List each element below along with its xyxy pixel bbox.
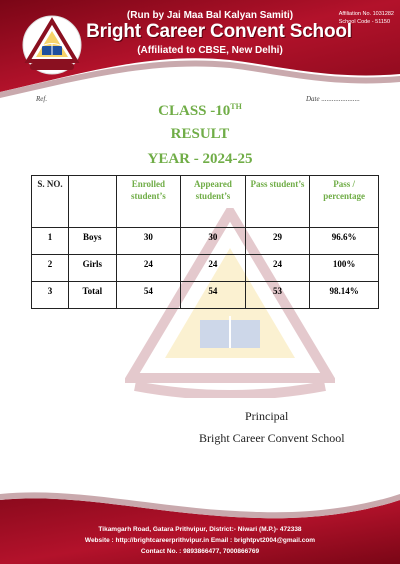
class-title-text: CLASS -10: [158, 103, 231, 119]
footer-contact: Contact No. : 9893866477, 7000866769: [140, 548, 260, 555]
col-header-enrolled: Enrolled student’s: [116, 176, 181, 228]
footer-address-block: [0, 524, 400, 557]
col-header-category: [69, 176, 117, 228]
cell-appeared: 24: [181, 255, 246, 282]
cell-pass: 29: [245, 228, 310, 255]
school-name-heading: Bright Career Convent School: [86, 21, 352, 42]
principal-title: Principal: [245, 409, 289, 423]
year-title: YEAR - 2024-25: [147, 151, 253, 167]
cell-enrolled: 24: [116, 255, 181, 282]
cell-sno: 2: [32, 255, 69, 282]
result-title: RESULT: [170, 126, 230, 142]
cell-appeared: 30: [181, 228, 246, 255]
cell-pass: 24: [245, 255, 310, 282]
cell-category: Girls: [69, 255, 117, 282]
cell-enrolled: 54: [116, 282, 181, 309]
cell-pass: 53: [245, 282, 310, 309]
col-header-appeared: Appeared student’s: [181, 176, 246, 228]
ref-label: Ref.: [36, 95, 48, 103]
run-by-text: (Run by Jai Maa Bal Kalyan Samiti): [126, 10, 294, 21]
cell-appeared: 54: [181, 282, 246, 309]
cell-sno: 3: [32, 282, 69, 309]
table-header-row: [32, 176, 379, 228]
table-row: [32, 282, 379, 309]
school-code: School Code - 51150: [338, 19, 391, 25]
result-table: [31, 175, 379, 309]
table-row: [32, 228, 379, 255]
affiliation-text: (Affiliated to CBSE, New Delhi): [137, 45, 283, 56]
col-header-percentage: Pass / percentage: [310, 176, 379, 228]
table-row: [32, 255, 379, 282]
footer-address: Tikamgarh Road, Gatara Prithvipur, District:- Niwari (M.P.)- 472338: [98, 526, 302, 533]
cell-percentage: 96.6%: [310, 228, 379, 255]
col-header-sno: S. NO.: [32, 176, 69, 228]
footer-website: Website : http://brightcareerprithvipur.in Email : brightpvt2004@gmail.com: [84, 537, 316, 544]
cell-sno: 1: [32, 228, 69, 255]
cell-category: Total: [69, 282, 117, 309]
col-header-pass: Pass student’s: [245, 176, 310, 228]
cell-percentage: 98.14%: [310, 282, 379, 309]
class-title: [0, 102, 400, 120]
class-title-sup: TH: [230, 102, 242, 111]
cell-category: Boys: [69, 228, 117, 255]
cell-enrolled: 30: [116, 228, 181, 255]
cell-percentage: 100%: [310, 255, 379, 282]
school-logo: [22, 15, 82, 75]
date-label: Date ......................: [306, 95, 360, 103]
affiliation-number: Affiliation No. 1031282: [338, 11, 394, 17]
affiliation-number-block: [339, 10, 394, 26]
principal-school-name: Bright Career Convent School: [199, 431, 345, 445]
